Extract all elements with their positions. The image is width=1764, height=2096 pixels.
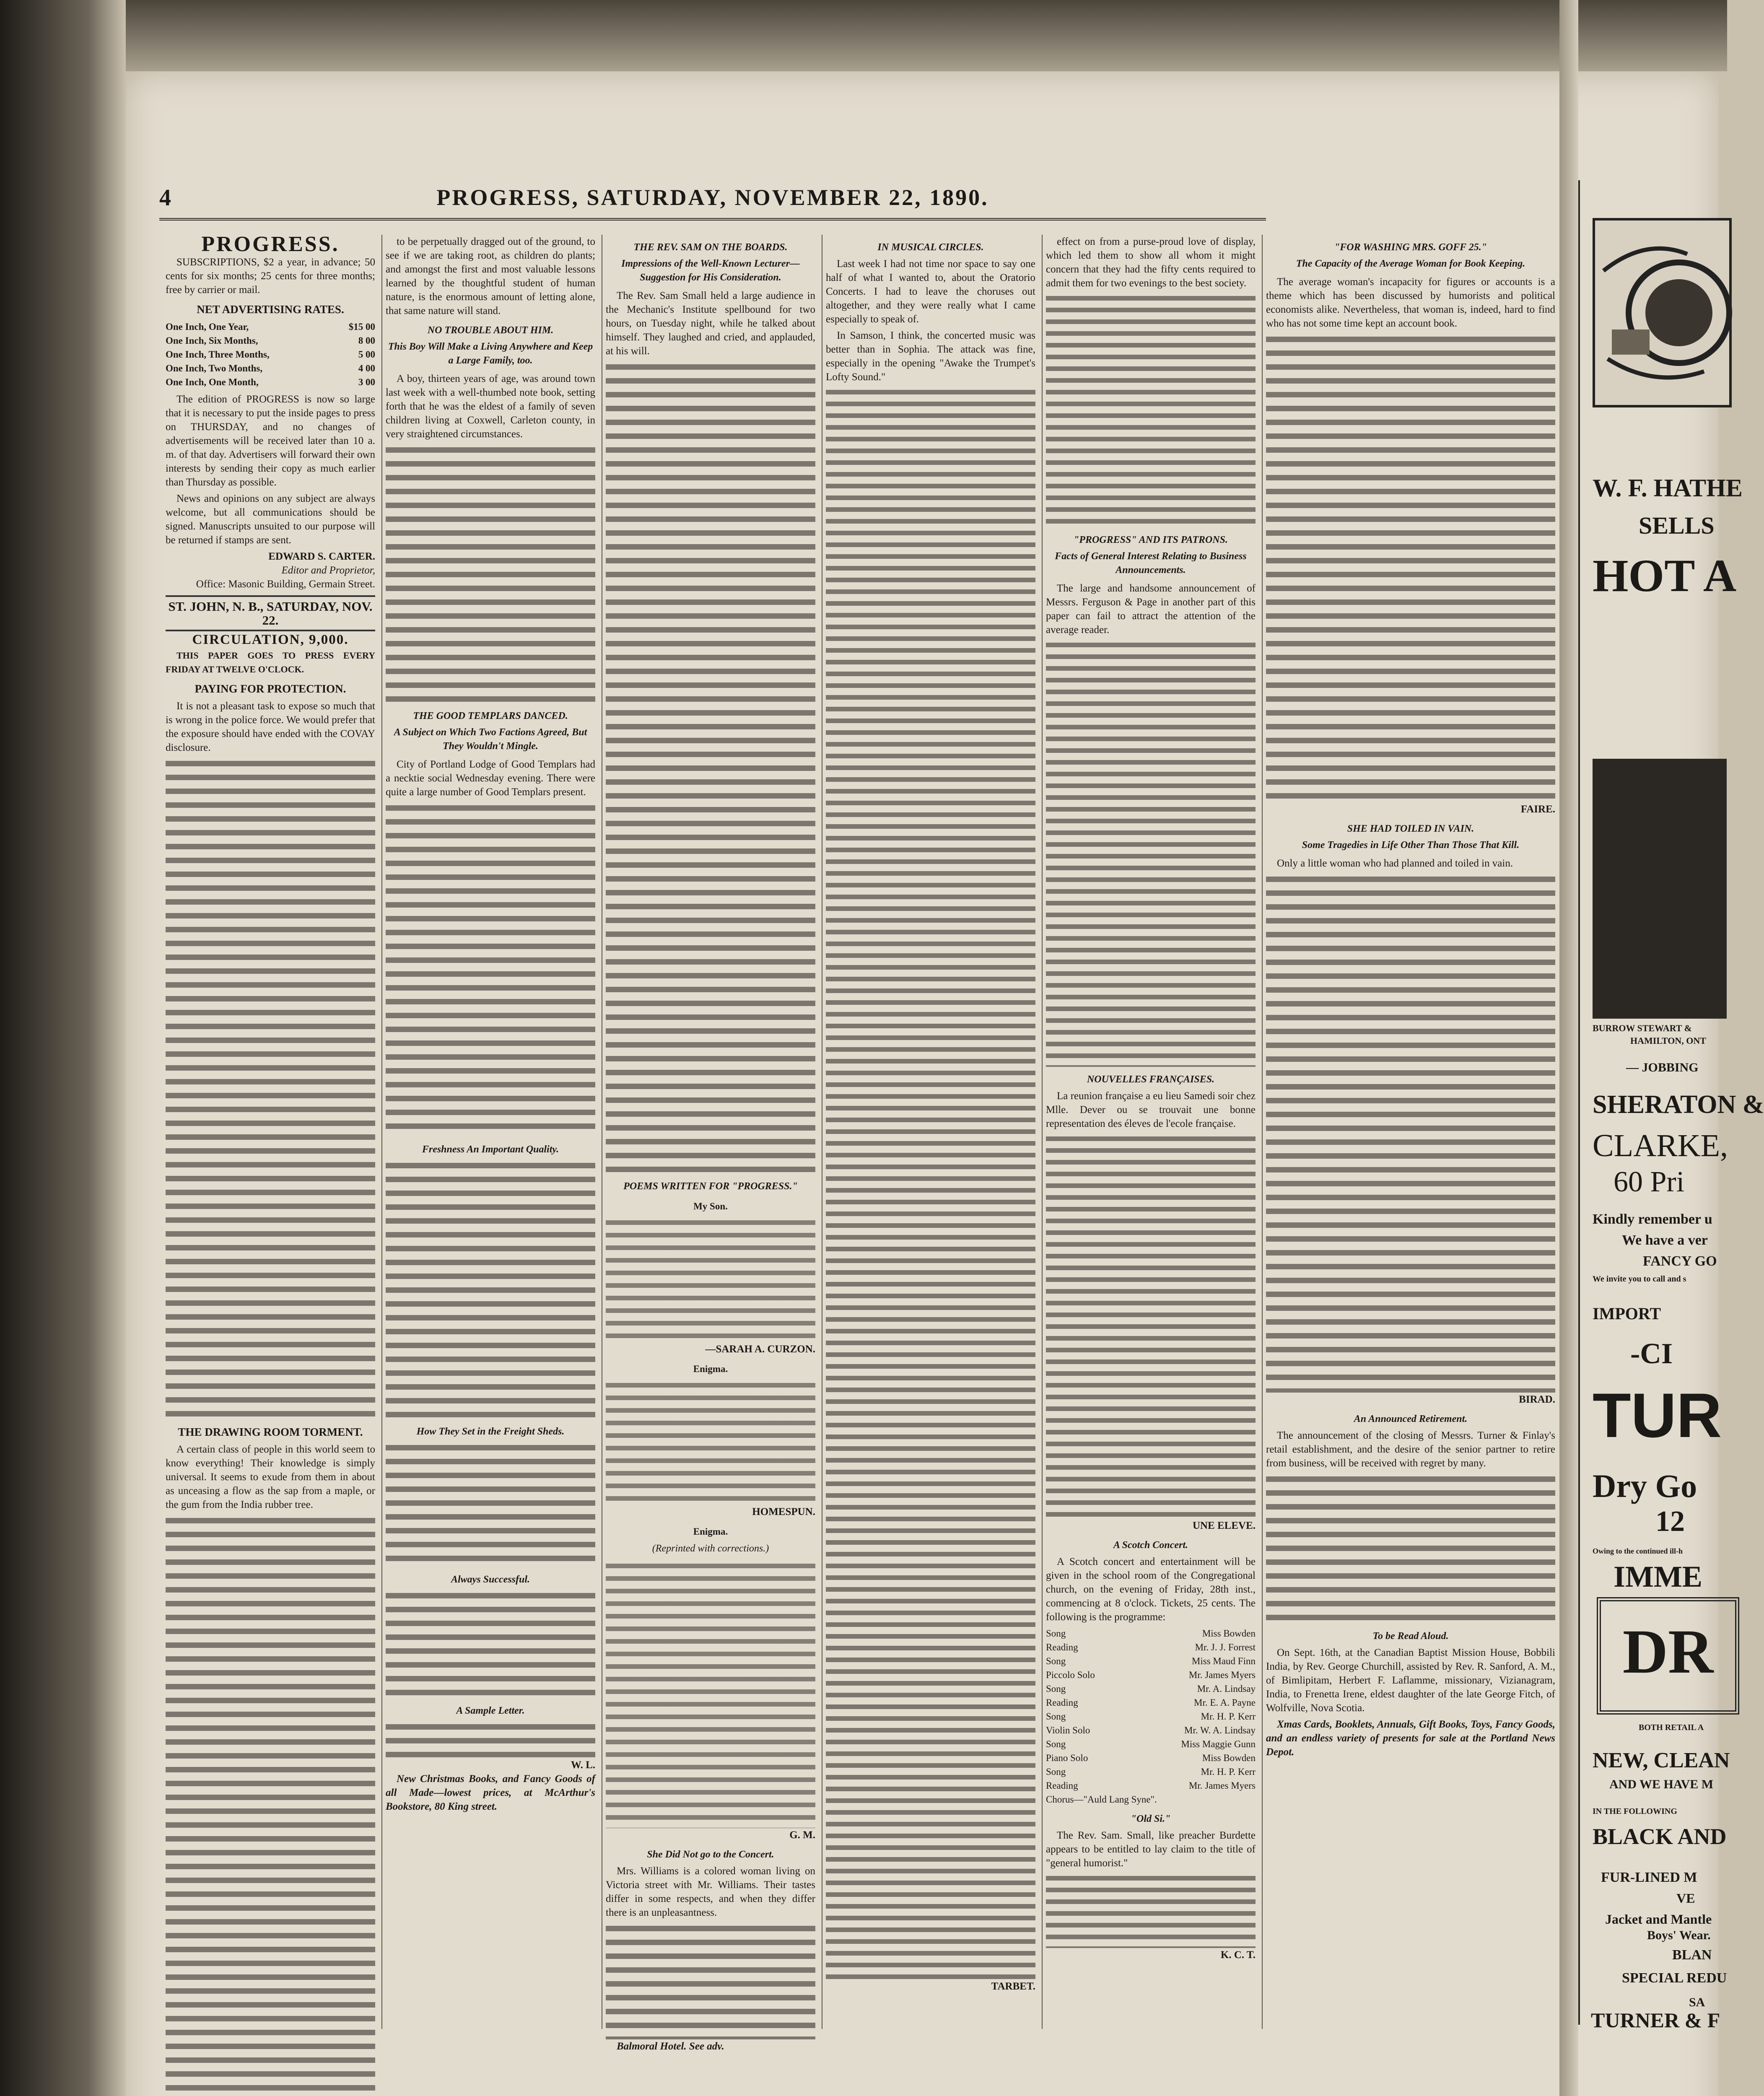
column-5 bbox=[1046, 235, 1256, 2029]
dateline: ST. JOHN, N. B., SATURDAY, NOV. 22. bbox=[166, 595, 375, 631]
ad-clarke: CLARKE, bbox=[1593, 1128, 1728, 1163]
programme-row: Reading Mr. E. A. Payne bbox=[1046, 1697, 1256, 1708]
headline-rev-sam-small: THE REV. SAM ON THE BOARDS. bbox=[633, 242, 788, 253]
headline-nouvelles: NOUVELLES FRANÇAISES. bbox=[1087, 1074, 1215, 1085]
rates-heading: NET ADVERTISING RATES. bbox=[197, 303, 344, 316]
poem-signature: —SARAH A. CURZON. bbox=[705, 1344, 815, 1355]
headline-mrs-goff: "FOR WASHING MRS. GOFF 25." bbox=[1334, 242, 1487, 253]
old-si-signature: K. C. T. bbox=[1220, 1949, 1256, 1961]
article-filler bbox=[606, 361, 815, 1174]
article-filler bbox=[386, 802, 595, 1137]
enigma2-signature: G. M. bbox=[789, 1829, 815, 1841]
article-filler bbox=[166, 757, 375, 1419]
ad-christmas-books: New Christmas Books, and Fancy Goods of all Made—lowest prices, at McArthur's Bookstore, 80 King street. bbox=[386, 1773, 595, 1812]
poem-lines bbox=[606, 1217, 815, 1342]
column-rule bbox=[381, 235, 382, 2029]
ad-ci: -CI bbox=[1630, 1338, 1673, 1370]
rate-row: One Inch, Three Months, 5 00 bbox=[166, 349, 375, 360]
headline-old-si: "Old Si." bbox=[1131, 1813, 1171, 1824]
page-gutter bbox=[1559, 0, 1578, 2096]
article-filler bbox=[386, 1441, 595, 1567]
footer-balmoral: Balmoral Hotel. See adv. bbox=[617, 2041, 724, 2052]
enigma-signature: HOMESPUN. bbox=[752, 1506, 815, 1518]
headline-retirement: An Announced Retirement. bbox=[1354, 1414, 1468, 1424]
headline-police: PAYING FOR PROTECTION. bbox=[195, 682, 346, 695]
subhead-no-trouble: This Boy Will Make a Living Anywhere and Keep a Large Family, too. bbox=[388, 341, 593, 366]
ad-hathe-name: W. F. HATHE bbox=[1593, 474, 1743, 502]
article-nouvelles: La reunion française a eu lieu Samedi soir chez Mlle. Dever ou se trouvait une bonne representation des éleves de l'ecole française. bbox=[1046, 1090, 1256, 1129]
ad-ve: VE bbox=[1676, 1891, 1695, 1906]
press-notice: THIS PAPER GOES TO PRESS EVERY FRIDAY AT TWELVE O'CLOCK. bbox=[166, 650, 375, 674]
ad-hamilton: HAMILTON, ONT bbox=[1630, 1035, 1706, 1046]
column-rule bbox=[1262, 235, 1263, 2029]
article-filler bbox=[386, 444, 595, 703]
ad-sells: SELLS bbox=[1639, 512, 1715, 539]
programme-row: Piano Solo Miss Bowden bbox=[1046, 1753, 1256, 1763]
advertisement-hathe bbox=[1578, 180, 1764, 2025]
press-deadline-notice: The edition of PROGRESS is now so large that it is necessary to put the inside pages to press on THURSDAY, and no changes of advertisements will be received later than 10 a. m. of that day. Advertisers will forward their own interests by sending their copy as much earlier than Thursday as possible. bbox=[166, 394, 375, 488]
scan-left-edge bbox=[0, 0, 126, 2096]
ad-following: IN THE FOLLOWING bbox=[1593, 1807, 1677, 1816]
page-number: 4 bbox=[159, 185, 171, 211]
programme-row: Song Miss Maggie Gunn bbox=[1046, 1739, 1256, 1749]
article-templars: City of Portland Lodge of Good Templars had a necktie social Wednesday evening. There were quite a large number of Good Templars present. bbox=[386, 759, 595, 798]
article-read-aloud: On Sept. 16th, at the Canadian Baptist Mission House, Bobbili India, by Rev. George Churchill, assisted by Rev. R. Sanford, A. M., of Bimlipitam, Herbert F. Laflamme, missionary, Vizianagram, India, to Frenetta Irene, eldest daughter of the late George Fitch, of Wolfville, Nova Scotia. bbox=[1266, 1647, 1555, 1714]
article-no-trouble: A boy, thirteen years of age, was around town last week with a well-thumbed note book, setting forth that he was the eldest of a family of seven children living at Coxwell, Carleton county, in very straightened circumstances. bbox=[386, 373, 595, 440]
nameplate: PROGRESS. bbox=[201, 232, 340, 256]
enigma2-note: (Reprinted with corrections.) bbox=[652, 1543, 769, 1554]
programme-row: Song Mr. H. P. Kerr bbox=[1046, 1711, 1256, 1722]
headline-patrons: "PROGRESS" AND ITS PATRONS. bbox=[1073, 534, 1228, 545]
rate-row: One Inch, Six Months, 8 00 bbox=[166, 335, 375, 346]
headline-no-trouble: NO TROUBLE ABOUT HIM. bbox=[427, 325, 554, 336]
article-filler bbox=[1266, 873, 1555, 1393]
column-2 bbox=[386, 235, 595, 2029]
programme-row: Reading Mr. J. J. Forrest bbox=[1046, 1642, 1256, 1652]
programme-row: Piccolo Solo Mr. James Myers bbox=[1046, 1670, 1256, 1680]
headline-always-successful: Always Successful. bbox=[451, 1574, 530, 1585]
enigma2-title: Enigma. bbox=[693, 1526, 728, 1537]
toiled-signature: BIRAD. bbox=[1519, 1394, 1555, 1405]
article-continued: effect on from a purse-proud love of display, which led them to show all whom it might concern that they had the fifty cents required to admit them for two evenings to the best society. bbox=[1046, 236, 1256, 289]
ad-furnace-image bbox=[1593, 759, 1727, 1019]
article-filler bbox=[1266, 333, 1555, 802]
programme-row: Song Mr. A. Lindsay bbox=[1046, 1684, 1256, 1694]
ad-invite: We invite you to call and s bbox=[1593, 1274, 1686, 1284]
article-continued: to be perpetually dragged out of the ground, to see if we are taking root, as children do plants; and amongst the first and most valuable lessons learned by the thoughtful student of human nature, is the enormous amount of letting alone, that same nature will stand. bbox=[386, 236, 595, 316]
programme-list bbox=[1046, 1626, 1256, 1806]
headline-poems: POEMS WRITTEN FOR "PROGRESS." bbox=[623, 1181, 798, 1192]
goff-signature: FAIRE. bbox=[1520, 804, 1555, 815]
ad-dr: DR bbox=[1622, 1617, 1714, 1686]
headline-read-aloud: To be Read Aloud. bbox=[1372, 1631, 1449, 1642]
ad-import: IMPORT bbox=[1593, 1304, 1661, 1323]
letter-signature: W. L. bbox=[571, 1759, 595, 1771]
programme-row: Song Miss Maud Finn bbox=[1046, 1656, 1256, 1666]
programme-end: Chorus—"Auld Lang Syne". bbox=[1046, 1794, 1157, 1805]
rate-row: One Inch, One Year, $15 00 bbox=[166, 322, 375, 332]
article-police: It is not a pleasant task to expose so much that is wrong in the police force. We would prefer that the exposure should have ended with the COVAY disclosure. bbox=[166, 700, 375, 753]
article-filler bbox=[386, 1720, 595, 1758]
article-filler bbox=[1046, 1873, 1256, 1948]
stove-illustration-icon bbox=[1595, 220, 1729, 405]
headline-toiled-in-vain: SHE HAD TOILED IN VAIN. bbox=[1347, 823, 1474, 834]
circulation: CIRCULATION, 9,000. bbox=[192, 632, 349, 647]
headline-musical-circles: IN MUSICAL CIRCLES. bbox=[877, 242, 984, 253]
ad-remember: Kindly remember u bbox=[1593, 1211, 1712, 1227]
article-musical-2: In Samson, I think, the concerted music was better than in Sophia. The attack was fine, especially in the opening "Awake the Trumpet's Lofty Sound." bbox=[826, 330, 1035, 383]
headline-sample-letter: A Sample Letter. bbox=[456, 1705, 525, 1716]
ad-jacket: Jacket and Mantle bbox=[1605, 1912, 1712, 1927]
editor-title: Editor and Proprietor, bbox=[281, 565, 375, 576]
ad-sa: SA bbox=[1689, 1995, 1705, 2009]
article-concert: Mrs. Williams is a colored woman living on Victoria street with Mr. Williams. Their tastes differ in some respects, and when they differ there is an unpleasantness. bbox=[606, 1865, 815, 1918]
article-drawing-room: A certain class of people in this world seem to know everything! Their knowledge is simply universal. It seems to exude from them in about as unceasing a flow as the sap from a maple, or the gum from the India rubber tree. bbox=[166, 1444, 375, 1510]
news-notice: News and opinions on any subject are always welcome, but all communications should be signed. Manuscripts unsuited to our purpose will be returned if stamps are sent. bbox=[166, 493, 375, 546]
ad-price: 60 Pri bbox=[1614, 1166, 1685, 1198]
poem-lines bbox=[606, 1379, 815, 1505]
ad-hot-air: HOT A bbox=[1593, 550, 1737, 601]
ad-and-we-have: AND WE HAVE M bbox=[1609, 1777, 1714, 1791]
article-filler bbox=[386, 1159, 595, 1419]
article-patrons: The large and handsome announcement of Messrs. Ferguson & Page in another part of this paper can fail to attract the attention of the average reader. bbox=[1046, 583, 1256, 636]
article-filler bbox=[606, 1922, 815, 2039]
ad-xmas-cards: Xmas Cards, Booklets, Annuals, Gift Books, Toys, Fancy Goods, and an endless variety of presents for sale at the Portland News Depot. bbox=[1266, 1719, 1555, 1758]
nouvelles-signature: UNE ELEVE. bbox=[1192, 1520, 1256, 1531]
subhead-templars: A Subject on Which Two Factions Agreed, But They Wouldn't Mingle. bbox=[394, 727, 587, 752]
subhead-toiled: Some Tragedies in Life Other Than Those That Kill. bbox=[1302, 840, 1520, 851]
poem-lines bbox=[606, 1560, 815, 1828]
ad-retail: BOTH RETAIL A bbox=[1639, 1723, 1704, 1732]
ad-owing: Owing to the continued ill-h bbox=[1593, 1547, 1683, 1555]
ad-immense: IMME bbox=[1614, 1560, 1702, 1593]
ad-dry-goods: Dry Go bbox=[1593, 1468, 1697, 1504]
subhead-rev-sam-small: Impressions of the Well-Known Lecturer—Suggestion for His Consideration. bbox=[621, 258, 800, 283]
article-filler bbox=[1266, 1473, 1555, 1624]
enigma-title: Enigma. bbox=[693, 1364, 728, 1374]
ad-black-and: BLACK AND bbox=[1593, 1824, 1727, 1849]
article-mrs-goff: The average woman's incapacity for figures or accounts is a theme which has been discussed by humorists and political economists alike. Nevertheless, that woman is, indeed, hard to find who has not some time kept an account book. bbox=[1266, 276, 1555, 329]
scan-top-edge bbox=[0, 0, 1727, 71]
ad-burrow: BURROW STEWART & bbox=[1593, 1023, 1692, 1033]
masthead bbox=[159, 180, 1266, 220]
article-filler bbox=[166, 1514, 375, 2096]
headline-templars: THE GOOD TEMPLARS DANCED. bbox=[413, 711, 568, 721]
poem-title: My Son. bbox=[693, 1201, 728, 1211]
musical-signature: TARBET. bbox=[991, 1981, 1035, 1992]
programme-row: Song Mr. H. P. Kerr bbox=[1046, 1767, 1256, 1777]
subhead-mrs-goff: The Capacity of the Average Woman for Book Keeping. bbox=[1296, 258, 1525, 269]
headline-freight-sheds: How They Set in the Freight Sheds. bbox=[416, 1426, 565, 1437]
article-toiled: Only a little woman who had planned and toiled in vain. bbox=[1277, 858, 1513, 869]
page-title: PROGRESS, SATURDAY, NOVEMBER 22, 1890. bbox=[436, 185, 989, 210]
headline-scotch-concert: A Scotch Concert. bbox=[1113, 1540, 1188, 1551]
column-1 bbox=[166, 232, 375, 2029]
programme-row: Reading Mr. James Myers bbox=[1046, 1780, 1256, 1791]
article-filler bbox=[1046, 639, 1256, 1067]
rate-row: One Inch, One Month, 3 00 bbox=[166, 377, 375, 387]
ad-twelve: 12 bbox=[1655, 1505, 1685, 1538]
ad-illustration bbox=[1593, 218, 1732, 407]
ad-jobbing: — JOBBING bbox=[1626, 1061, 1699, 1074]
article-rev-sam-small: The Rev. Sam Small held a large audience in the Mechanic's Institute spellbound for two hours, on Tuesday night, while he talked about himself. They laughed and cried, and applauded, at his will. bbox=[606, 290, 815, 357]
ad-we-have: We have a ver bbox=[1622, 1232, 1708, 1248]
article-musical: Last week I had not time nor space to say one half of what I wanted to, about the Oratorio Concerts. I had to leave the choruses out altogether, and they were really what I came especially to speak of. bbox=[826, 258, 1035, 325]
article-old-si: The Rev. Sam. Small, like preacher Burdette appears to be entitled to lay claim to the title of "general humorist." bbox=[1046, 1830, 1256, 1869]
ad-fancy-goods: FANCY GO bbox=[1643, 1253, 1717, 1269]
subhead-patrons: Facts of General Interest Relating to Business Announcements. bbox=[1055, 551, 1247, 576]
article-filler bbox=[826, 387, 1035, 1979]
column-6 bbox=[1266, 235, 1555, 2029]
ad-special: SPECIAL REDU bbox=[1622, 1970, 1727, 1986]
headline-concert: She Did Not go to the Concert. bbox=[647, 1849, 774, 1860]
article-filler bbox=[386, 1589, 595, 1698]
programme-row: Violin Solo Mr. W. A. Lindsay bbox=[1046, 1725, 1256, 1735]
ad-turner-footer: TURNER & F bbox=[1591, 2008, 1720, 2032]
ad-sheraton: SHERATON & bbox=[1593, 1090, 1764, 1119]
rate-row: One Inch, Two Months, 4 00 bbox=[166, 363, 375, 374]
ad-boys: Boys' Wear. bbox=[1647, 1928, 1711, 1942]
ad-fur-lined: FUR-LINED M bbox=[1601, 1870, 1697, 1885]
ad-turner: TUR bbox=[1593, 1380, 1722, 1450]
article-filler bbox=[1046, 1133, 1256, 1519]
office-address: Office: Masonic Building, Germain Street. bbox=[196, 578, 375, 590]
article-scotch: A Scotch concert and entertainment will be given in the school room of the Congregational church, on the evening of Friday, 28th inst., commencing at 8 o'clock. Tickets, 25 cents. The following is the programme: bbox=[1046, 1556, 1256, 1623]
article-retirement: The announcement of the closing of Messrs. Turner & Finlay's retail establishment, and the desire of the senior partner to retire from business, will be received with regret by many. bbox=[1266, 1430, 1555, 1469]
article-filler bbox=[1046, 293, 1256, 527]
programme-row: Song Miss Bowden bbox=[1046, 1628, 1256, 1639]
column-rule bbox=[1042, 235, 1043, 2029]
editor-name: EDWARD S. CARTER. bbox=[268, 551, 375, 562]
headline-freshness: Freshness An Important Quality. bbox=[422, 1144, 559, 1155]
ad-new-clean: NEW, CLEAN bbox=[1593, 1748, 1730, 1772]
headline-drawing-room: THE DRAWING ROOM TORMENT. bbox=[178, 1426, 363, 1438]
column-3 bbox=[606, 235, 815, 2052]
ad-dr-box bbox=[1597, 1597, 1739, 1715]
column-4 bbox=[826, 235, 1035, 2029]
subscriptions-text: SUBSCRIPTIONS, $2 a year, in advance; 50 cents for six months; 25 cents for three months; free by carrier or mail. bbox=[166, 257, 375, 296]
ad-blan: BLAN bbox=[1672, 1947, 1712, 1963]
